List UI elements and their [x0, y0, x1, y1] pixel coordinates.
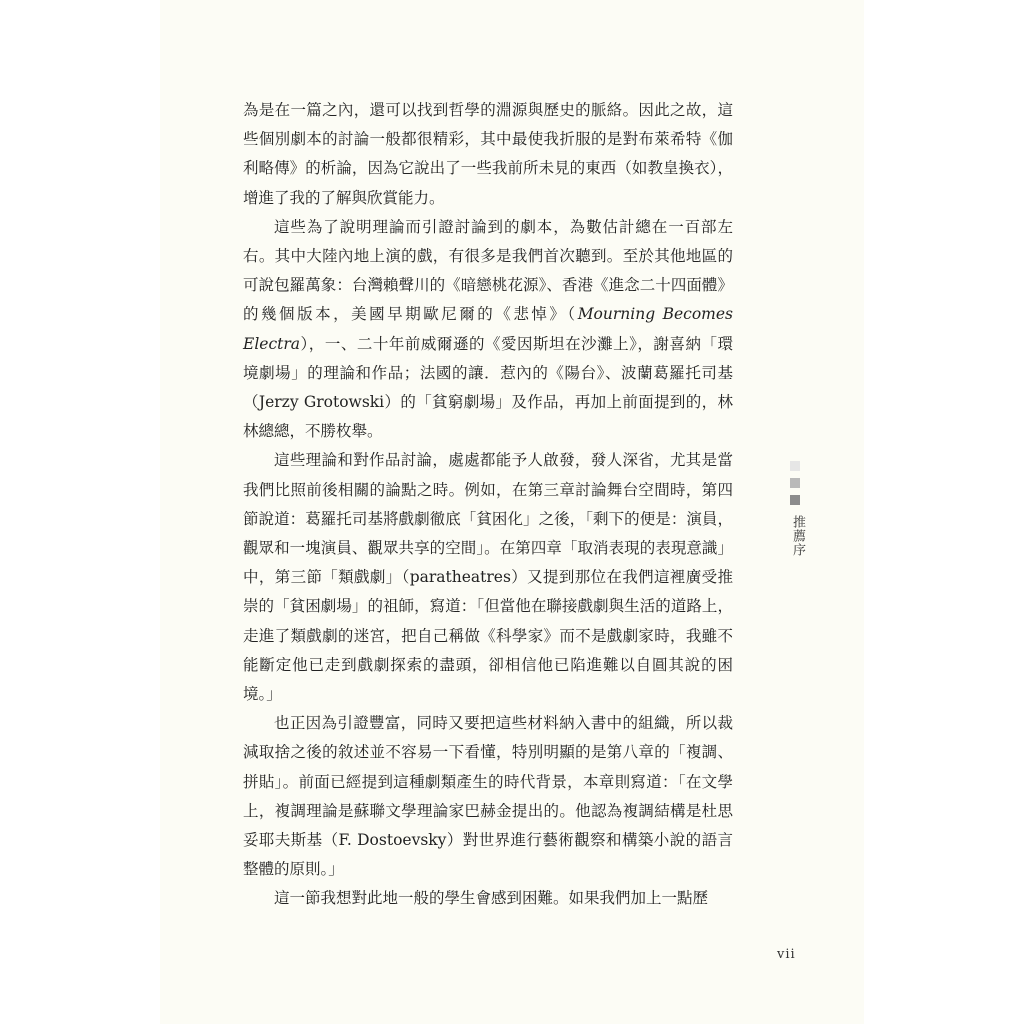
marker-square-light	[790, 461, 800, 471]
paragraph-p4	[243, 709, 733, 884]
text-segment: 這些理論和對作品討論，處處都能予人啟發，發人深省，尤其是當我們比照前後相關的論點之時。例如，在第三章討論舞台空間時，第四節說道：葛羅托司基將戲劇徹底「貧困化」之後，「剩下的便是：演員，觀眾和一塊演員、觀眾共享的空間」。在第四章「取消表現的表現意識」中，第三節「類戲劇」（paratheatres）又提到那位在我們這裡廣受推崇的「貧困劇場」的祖師，寫道：「但當他在聯接戲劇與生活的道路上，走進了類戲劇的迷宮，把自己稱做《科學家》而不是戲劇家時，我雖不能斷定他已走到戲劇探索的盡頭，卻相信他已陷進難以自圓其說的困境。」	[243, 451, 733, 704]
book-page	[160, 0, 864, 1024]
section-label: 推薦序	[790, 515, 805, 557]
text-segment: ），一、二十年前威爾遜的《愛因斯坦在沙灘上》，謝喜納「環境劇場」的理論和作品；法國的讓．惹內的《陽台》、波蘭葛羅托司基（Jerzy Grotowski）的「貧窮劇場」及作品，再加上前面提到的，林林總總，不勝枚舉。	[243, 334, 733, 441]
paragraph-p5	[243, 884, 733, 913]
chapter-marker	[789, 461, 803, 557]
text-segment: 這些為了說明理論而引證討論到的劇本，為數估計總在一百部左右。其中大陸內地上演的戲，有很多是我們首次聽到。至於其他地區的可說包羅萬象：台灣賴聲川的《暗戀桃花源》、香港《進念二十四面體》的幾個版本，美國早期歐尼爾的《悲悼》（	[243, 217, 733, 324]
page-number: vii	[777, 947, 796, 962]
paragraph-p3	[243, 446, 733, 709]
marker-square-dark	[790, 495, 800, 505]
paragraph-p2	[243, 213, 733, 447]
marker-square-mid	[790, 478, 800, 488]
italic-title: Mourning Becomes Electra	[243, 305, 733, 353]
text-segment: 也正因為引證豐富，同時又要把這些材料納入書中的組織，所以裁減取捨之後的敘述並不容易一下看懂，特別明顯的是第八章的「複調、拼貼」。前面已經提到這種劇類產生的時代背景，本章則寫道：「在文學上，複調理論是蘇聯文學理論家巴赫金提出的。他認為複調結構是杜思妥耶夫斯基（F. Dostoevsky）對世界進行藝術觀察和構築小說的語言整體的原則。」	[243, 714, 733, 879]
text-segment: 為是在一篇之內，還可以找到哲學的淵源與歷史的脈絡。因此之故，這些個別劇本的討論一般都很精彩，其中最使我折服的是對布萊希特《伽利略傳》的析論，因為它說出了一些我前所未見的東西（如教皇換衣），增進了我的了解與欣賞能力。	[243, 101, 733, 207]
body-text	[243, 96, 733, 914]
paragraph-p1	[243, 96, 733, 213]
text-segment: 這一節我想對此地一般的學生會感到困難。如果我們加上一點歷	[274, 889, 709, 908]
